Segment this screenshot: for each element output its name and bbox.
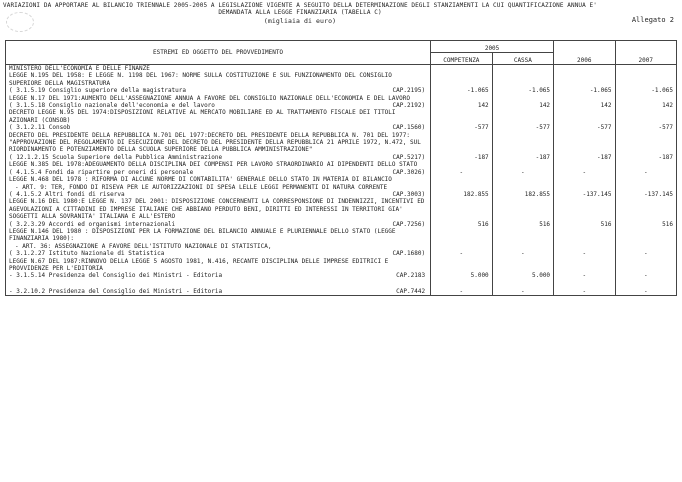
value-2007: -1.065 <box>615 72 677 94</box>
table-row <box>6 95 677 110</box>
provision-title: LEGGE N.146 DEL 1980 : DISPOSIZIONI PER LA FORMAZIONE DEL BILANCIO ANNUALE E PLURIENNALE DELLO STATO (LEGGE FINANZIARIA 1980): <box>9 227 396 243</box>
budget-item: ( 3.1.2.27 Istituto Nazionale di Statistica <box>9 250 165 258</box>
value-2006: - <box>554 228 615 258</box>
budget-item: - 3.1.5.14 Presidenza del Consiglio dei Ministri - Editoria <box>9 272 223 280</box>
allegato-label: Allegato 2 <box>631 16 674 24</box>
value-cassa: -1.065 <box>492 72 553 94</box>
value-2007: -577 <box>615 109 677 131</box>
value-competenza: 182.855 <box>431 176 493 198</box>
provision-title: LEGGE N.195 DEL 1958: E LEGGE N. 1198 DEL 1967: NORME SULLA COSTITUZIONE E SUL FUNZIONAMENTO DEL CONSIGLIO SUPERIORE DELLA MAGISTRATURA <box>9 72 392 87</box>
value-cassa: 516 <box>492 198 553 228</box>
cap-code: CAP.5217) <box>392 153 426 161</box>
header-line-1: VARIAZIONI DA APPORTARE AL BILANCIO TRIENNALE 2005-2005 A LEGISLAZIONE VIGENTE A SEGUITO DELLA DETERMINAZIONE DEGLI STANZIAMENTI LA CUI QUANTIFICAZIONE ANNUA E' <box>3 2 597 9</box>
budget-item: ( 3.1.5.19 Consiglio superiore della magistratura <box>9 87 187 95</box>
value-cassa: -577 <box>492 109 553 131</box>
cap-code: CAP.7442 <box>396 287 426 295</box>
table-row <box>6 176 677 198</box>
value-2007: -187 <box>615 132 677 162</box>
table-row <box>6 109 677 131</box>
provision-article: - ART. 9: TER, FONDO DI RISEVA PER LE AUTORIZZAZIONI DI SPESA LELLE LEGGI PERMANENTI DI NATURA CORRENTE <box>15 183 388 191</box>
stamp-mark <box>6 12 34 32</box>
value-competenza: -1.065 <box>431 72 493 94</box>
value-cassa: - <box>492 161 553 176</box>
value-competenza: -577 <box>431 109 493 131</box>
value-cassa: 142 <box>492 95 553 110</box>
units-note: (migliaia di euro) <box>263 17 337 25</box>
value-cassa: - <box>492 228 553 258</box>
value-2007: 516 <box>615 198 677 228</box>
value-2006: - <box>554 258 615 280</box>
budget-item: ( 4.1.5.2 Altri fondi di riserva <box>9 190 125 198</box>
col-header-2005: 2005 <box>431 41 554 53</box>
budget-item: ( 12.1.2.15 Scuola Superiore della Pubblica Amministrazione <box>9 153 223 161</box>
value-competenza: 516 <box>431 198 493 228</box>
value-2006: -1.065 <box>554 72 615 94</box>
value-2006: 516 <box>554 198 615 228</box>
value-2006: - <box>554 280 615 296</box>
value-2006: - <box>554 161 615 176</box>
header-line-2: DEMANDATA ALLA LEGGE FINANZIARIA (TABELLA C) <box>218 9 382 16</box>
cap-code: CAP.3003) <box>392 190 426 198</box>
value-competenza: -187 <box>431 132 493 162</box>
table-row <box>6 258 677 280</box>
cap-code: CAP.2183 <box>396 272 426 280</box>
cap-code: CAP.7256) <box>392 220 426 228</box>
budget-table <box>5 40 677 296</box>
table-row <box>6 161 677 176</box>
col-header-cassa: CASSA <box>492 53 553 65</box>
col-header-2007: 2007 <box>615 41 677 65</box>
col-header-competenza: COMPETENZA <box>431 53 493 65</box>
table-row <box>6 132 677 162</box>
table-row <box>6 72 677 94</box>
value-2006: -187 <box>554 132 615 162</box>
value-competenza: 142 <box>431 95 493 110</box>
value-2006: -137.145 <box>554 176 615 198</box>
value-competenza: 5.000 <box>431 258 493 280</box>
cap-code: CAP.2192) <box>392 102 426 110</box>
value-2006: 142 <box>554 95 615 110</box>
document-header <box>0 2 600 25</box>
col-header-2006: 2006 <box>554 41 615 65</box>
provision-title: LEGGE N.468 DEL 1978 : RIFORMA DI ALCUNE NORME DI CONTABILITA' GENERALE DELLO STATO IN MATERIA DI BILANCIO <box>9 176 392 184</box>
cap-code: CAP.2195) <box>392 87 426 95</box>
value-cassa: -187 <box>492 132 553 162</box>
value-2007: - <box>615 161 677 176</box>
value-cassa: 5.000 <box>492 258 553 280</box>
value-2007: - <box>615 228 677 258</box>
value-cassa: 182.855 <box>492 176 553 198</box>
value-competenza: - <box>431 280 493 296</box>
budget-item: - 3.2.10.2 Presidenza del Consiglio dei Ministri - Editoria <box>9 287 223 295</box>
budget-item: ( 3.2.3.29 Accordi ed organismi internazionali <box>9 220 176 228</box>
value-2007: 142 <box>615 95 677 110</box>
provision-title: DECRETO LEGGE N.95 DEL 1974:DISPOSIZIONI RELATIVE AL MERCATO MOBILIARE ED AL TRATTAMENTO FISCALE DEI TITOLI AZIONARI (CONSOB) <box>9 109 396 124</box>
provision-title: LEGGE N.67 DEL 1987:RINNOVO DELLA LEGGE 5 AGOSTO 1981, N.416, RECANTE DISCIPLINA DELLE IMPRESE EDITRICI E PROVVIDENZE PER L'EDITORIA <box>9 257 389 272</box>
budget-item: ( 4.1.5.4 Fondi da ripartire per oneri di personale <box>9 168 194 176</box>
table-row <box>6 280 677 296</box>
provision-title: LEGGE N.17 DEL 1971:AUMENTO DELL'ASSEGNAZIONE ANNUA A FAVORE DEL CONSIGLIO NAZIONALE DELL'ECONOMIA E DEL LAVORO <box>9 94 410 102</box>
table-row <box>6 198 677 228</box>
cap-code: CAP.3026) <box>392 168 426 176</box>
value-2007: -137.145 <box>615 176 677 198</box>
col-header-description: ESTREMI ED OGGETTO DEL PROVVEDIMENTO <box>6 41 431 65</box>
ministry-heading: MINISTERO DELL'ECONOMIA E DELLE FINANZE <box>6 65 431 73</box>
value-2006: -577 <box>554 109 615 131</box>
provision-article: - ART. 36: ASSEGNAZIONE A FAVORE DELL'ISTITUTO NAZIONALE DI STATISTICA, <box>15 242 272 250</box>
value-2007: - <box>615 258 677 280</box>
budget-item: ( 3.1.2.11 Consob <box>9 124 71 132</box>
cap-code: CAP.1680) <box>392 250 426 258</box>
provision-title: LEGGE N.385 DEL 1978:ADEGUAMENTO DELLA DISCIPLINA DEI COMPENSI PER LAVORO STRAORDINARIO AI DIPENDENTI DELLO STATO <box>9 161 418 169</box>
budget-item: ( 3.1.5.18 Consiglio nazionale dell'economia e del lavoro <box>9 102 215 110</box>
value-2007: - <box>615 280 677 296</box>
value-competenza: - <box>431 228 493 258</box>
value-cassa: - <box>492 280 553 296</box>
provision-title: DECRETO DEL PRESIDENTE DELLA REPUBBLICA N.701 DEL 1977:DECRETO DEL PRESIDENTE DELLA REPUBBLICA N. 701 DEL 1977: "APPROVAZIONE DEL REGOLAMENTO DI ESECUZIONE DEL DECRETO DEL PRESIDENTE DELLA REPUBBLICA 21 APRILE 1972, N.472, SUL RIORDINAMENTO E POTENZIAMENTO DELLA SCUOLA SUPERIORE DELLA PUBBLICA AMMINISTRAZIONE" <box>9 131 421 154</box>
value-competenza: - <box>431 161 493 176</box>
provision-title: LEGGE N.16 DEL 1980:E LEGGE N. 137 DEL 2001: DISPOSIZIONE CONCERNENTI LA CORRESPONSIONE DI INDENNIZZI, INCENTIVI ED AGEVOLAZIONI A CITTADINI ED IMPRESE ITALIANE CHE ABBIANO PERDUTO BENI, DIRITTI ED INTERESSI IN TERRITORI GIA' SOGGETTI ALLA SOVRANITA' ITALIANA E ALL'ESTERO <box>9 198 425 221</box>
cap-code: CAP.1560) <box>392 124 426 132</box>
table-row <box>6 228 677 258</box>
